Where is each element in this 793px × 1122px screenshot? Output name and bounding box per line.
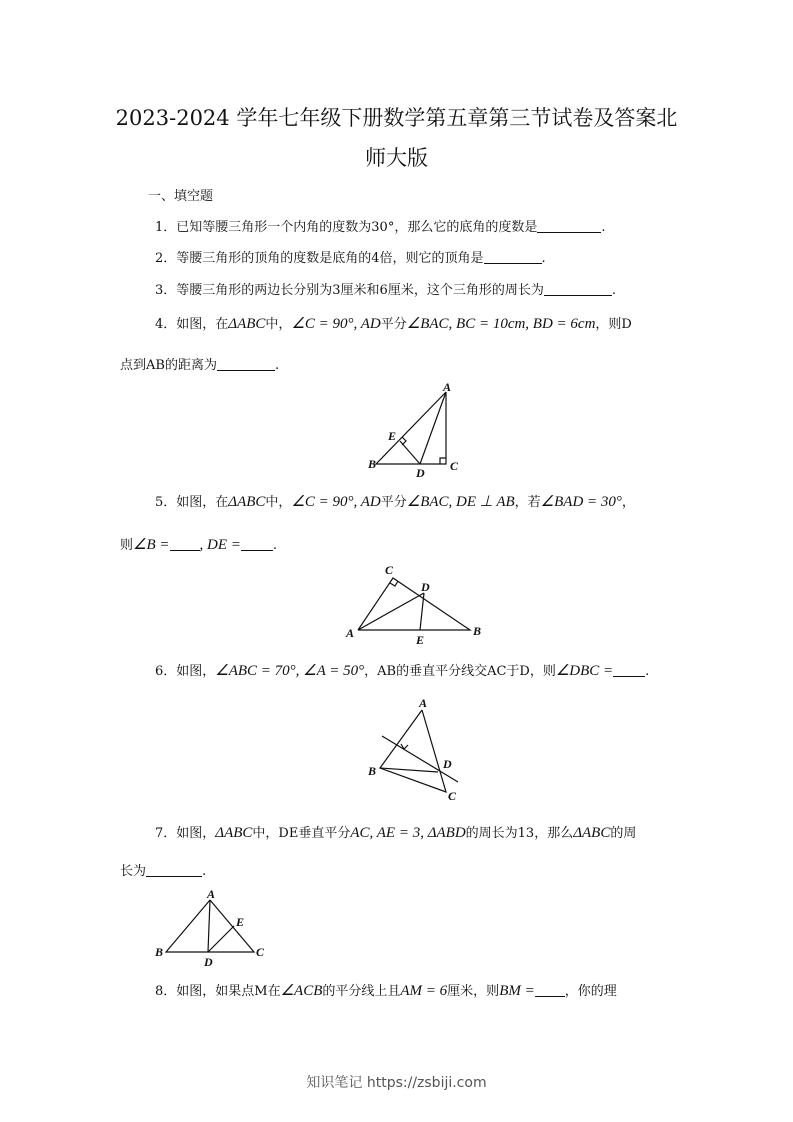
label-e: E — [388, 429, 397, 443]
label-d: D — [443, 757, 452, 771]
label-b: B — [473, 624, 482, 638]
doc-title-line1: 2023-2024 学年七年级下册数学第五章第三节试卷及答案北 — [115, 106, 678, 130]
section-heading: 一、填空题 — [148, 189, 214, 204]
label-a: A — [346, 626, 355, 640]
figure-7 — [150, 886, 270, 970]
label-d: D — [421, 580, 430, 594]
label-c: C — [450, 459, 459, 473]
question-7-line2: 长为 . — [120, 864, 207, 879]
label-c: C — [448, 789, 457, 803]
question-8: 8．如图，如果点M在∠ACB的平分线上且AM = 6厘米，则BM = ，你的理 — [155, 983, 617, 999]
question-6: 6．如图，∠ABC = 70°, ∠A = 50°，AB的垂直平分线交AC于D，则∠DBC = . — [155, 663, 650, 679]
label-c: C — [256, 945, 265, 959]
question-2: 2．等腰三角形的顶角的度数是底角的4倍，则它的顶角是 . — [155, 251, 546, 266]
doc-title-line2: 师大版 — [365, 146, 428, 170]
label-d: D — [416, 466, 425, 480]
label-b: B — [368, 457, 377, 471]
figure-6 — [362, 696, 472, 806]
label-a: A — [419, 696, 428, 710]
question-4-line2: 点到AB的距离为 . — [120, 358, 280, 373]
label-b: B — [368, 764, 377, 778]
label-d: D — [204, 955, 213, 969]
figure-4 — [360, 378, 470, 478]
question-4: 4．如图，在ΔABC中，∠C = 90°, AD平分∠BAC, BC = 10cm, BD = 6cm，则D — [155, 316, 632, 332]
question-5: 5．如图，在ΔABC中，∠C = 90°, AD平分∠BAC, DE ⊥ AB，若∠BAD = 30°， — [155, 494, 635, 510]
footer-watermark: 知识笔记 https://zsbiji.com — [306, 1075, 487, 1091]
figure-5 — [340, 560, 490, 645]
label-e: E — [416, 633, 425, 647]
label-a: A — [443, 380, 452, 394]
question-1: 1．已知等腰三角形一个内角的度数为30°，那么它的底角的度数是 . — [155, 220, 606, 235]
label-c: C — [385, 563, 394, 577]
label-b: B — [155, 945, 164, 959]
label-e: E — [236, 915, 245, 929]
label-a: A — [207, 887, 216, 901]
question-5-line2: 则∠B = , DE = . — [120, 537, 278, 553]
question-7: 7．如图，ΔABC中，DE垂直平分AC, AE = 3, ΔABD的周长为13，那么ΔABC的周 — [155, 825, 637, 841]
question-3: 3．等腰三角形的两边长分别为3厘米和6厘米，这个三角形的周长为 . — [155, 283, 616, 298]
